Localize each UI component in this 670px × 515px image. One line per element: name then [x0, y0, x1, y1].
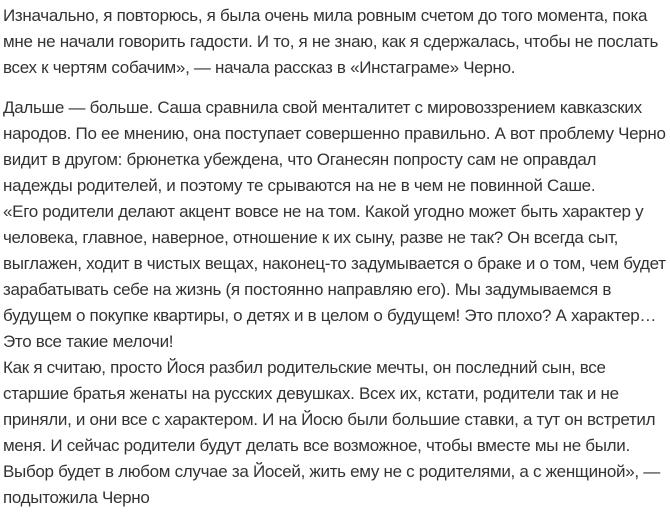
paragraph-mentality: Дальше — больше. Саша сравнила свой менталитет с мировоззрением кавказских народов. По ее мнению, она поступает совершенно правильно. А вот проблему Черно видит в другом: брюнетка убеждена, что Оганесян попросту сам не оправдал надежды родителей, и поэтому те срываются на не в чем не повинной Саше. [3, 98, 666, 195]
paragraph-intro-quote: Изначально, я повторюсь, я была очень мила ровным счетом до того момента, пока мне не начали говорить гадости. И то, я не знаю, как я сдержалась, чтобы не послать всех к чертям собачим», — начала рассказ в «Инстаграме» Черно. [3, 6, 659, 77]
paragraph-quote-conclusion: Как я считаю, просто Йося разбил родительские мечты, он последний сын, все старшие братья женаты на русских девушках. Всех их, кстати, родители так и не приняли, и они все с характером. И на Йосю были большие ставки, а тут он встретил меня. И сейчас родители будут делать все возможное, чтобы вместе мы не были. Выбор будет в любом случае за Йосей, жить ему не с родителями, а с женщиной», — подытожила Черно [3, 358, 660, 507]
paragraph-quote-parents: «Его родители делают акцент вовсе не на том. Какой угодно может быть характер у человека, главное, наверное, отношение к их сыну, разве не так? Он всегда сыт, выглажен, ходит в чистых вещах, наконец-то задумывается о браке и о том, чем будет зарабатывать себе на жизнь (я постоянно направляю его). Мы задумываемся в будущем о покупке квартиры, о детях и в целом о будущем! Это плохо? А характер… Это все такие мелочи! [3, 202, 666, 351]
